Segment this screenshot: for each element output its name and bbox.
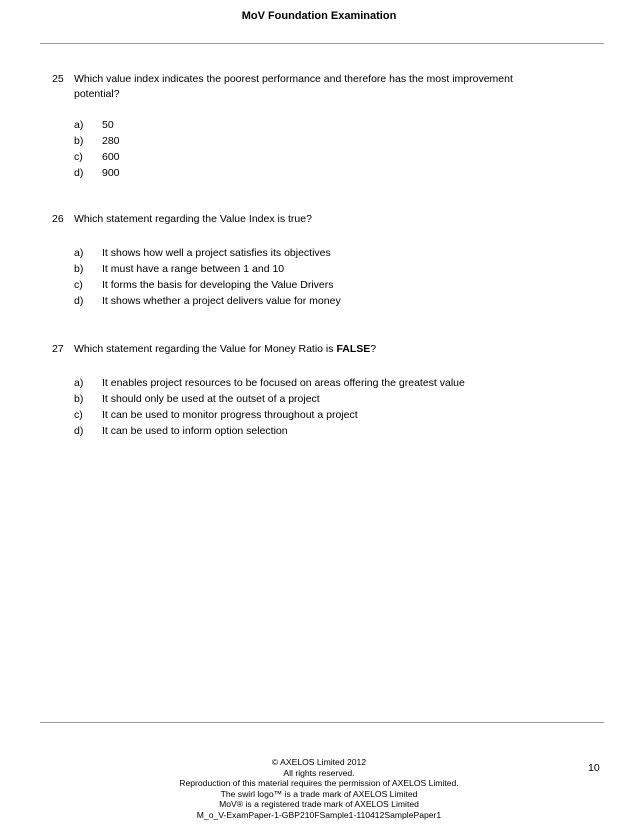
- question-text: Which statement regarding the Value Index is true?: [74, 213, 312, 225]
- option-text: It enables project resources to be focused on areas offering the greatest value: [102, 377, 465, 389]
- option-text: It shows whether a project delivers value for money: [102, 295, 341, 307]
- option-letter: b): [74, 393, 84, 405]
- option-b: [0, 134, 638, 150]
- question-text: [74, 342, 544, 357]
- question-text-start: Which statement regarding the Value for Money Ratio is: [74, 343, 337, 355]
- option-letter: d): [74, 167, 84, 179]
- question-text: Which value index indicates the poorest performance and therefore has the most improvement potential?: [74, 73, 513, 100]
- option-text: 900: [102, 167, 120, 179]
- option-letter: c): [74, 409, 83, 421]
- question-number: 27: [52, 343, 64, 355]
- question-number: 25: [52, 73, 64, 85]
- option-text: It can be used to inform option selection: [102, 425, 288, 437]
- option-text: It shows how well a project satisfies its objectives: [102, 247, 331, 259]
- option-letter: a): [74, 377, 84, 389]
- emphasis-false: FALSE: [336, 343, 371, 355]
- option-text: It forms the basis for developing the Value Drivers: [102, 279, 334, 291]
- copyright-line: © AXELOS Limited 2012: [271, 757, 367, 767]
- option-text: 600: [102, 151, 120, 163]
- option-d: [0, 294, 638, 310]
- option-letter: b): [74, 135, 84, 147]
- page-header-title: MoV Foundation Examination: [241, 10, 397, 22]
- option-a: [0, 246, 638, 262]
- footer-divider: [40, 722, 604, 723]
- option-text: It should only be used at the outset of a project: [102, 393, 320, 405]
- option-text: 50: [102, 119, 114, 131]
- option-text: 280: [102, 135, 120, 147]
- option-d: [0, 166, 638, 182]
- option-c: [0, 150, 638, 166]
- option-d: [0, 424, 638, 440]
- option-c: [0, 408, 638, 424]
- option-letter: c): [74, 151, 83, 163]
- trademark-line: The swirl logo™ is a trade mark of AXELOS Limited: [220, 788, 418, 799]
- question-number: 26: [52, 213, 64, 225]
- reproduction-line: Reproduction of this material requires the permission of AXELOS Limited.: [179, 778, 459, 789]
- header-divider: [40, 43, 604, 44]
- option-a: [0, 376, 638, 392]
- option-letter: c): [74, 279, 83, 291]
- option-a: [0, 118, 638, 134]
- option-letter: d): [74, 425, 84, 437]
- option-text: It must have a range between 1 and 10: [102, 263, 285, 275]
- option-letter: a): [74, 119, 84, 131]
- rights-line: All rights reserved.: [283, 767, 355, 778]
- option-letter: b): [74, 263, 84, 275]
- option-letter: d): [74, 295, 84, 307]
- page-number: 10: [588, 762, 600, 774]
- option-b: [0, 262, 638, 278]
- registered-trademark-line: MoV® is a registered trade mark of AXELOS Limited: [219, 799, 419, 810]
- option-b: [0, 392, 638, 408]
- option-c: [0, 278, 638, 294]
- option-text: It can be used to monitor progress throughout a project: [102, 409, 358, 421]
- footer: [0, 757, 638, 821]
- option-letter: a): [74, 247, 84, 259]
- document-reference: M_o_V-ExamPaper-1-GBP210FSample1-110412SamplePaper1: [196, 809, 442, 820]
- question-text-end: ?: [370, 343, 377, 355]
